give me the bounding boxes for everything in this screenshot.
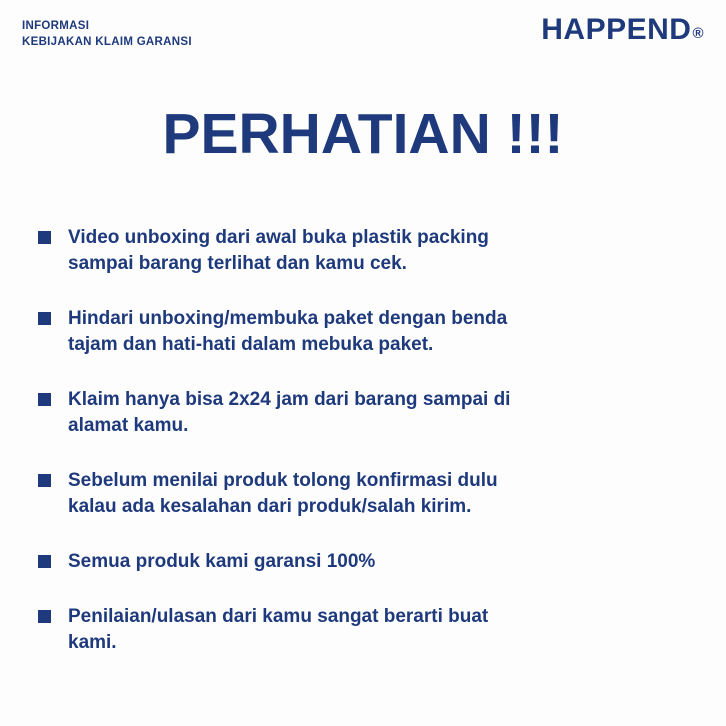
notice-item-text: Semua produk kami garansi 100% <box>68 551 376 572</box>
info-label: INFORMASI <box>22 20 90 32</box>
notice-item-text: Penilaian/ulasan dari kamu sangat berarti buat kami. <box>68 606 489 653</box>
square-bullet-icon <box>38 393 51 406</box>
notice-item-text: Sebelum menilai produk tolong konfirmasi dulu kalau ada kesalahan dari produk/salah kirim. <box>68 470 498 517</box>
notice-item <box>38 468 538 520</box>
notice-item <box>38 225 538 277</box>
square-bullet-icon <box>38 610 51 623</box>
notice-item-text: Hindari unboxing/membuka paket dengan benda tajam dan hati-hati dalam mebuka paket. <box>68 308 508 355</box>
registered-trademark-icon: ® <box>692 25 704 42</box>
brand-name: HAPPEND <box>541 13 692 46</box>
square-bullet-icon <box>38 231 51 244</box>
notice-item <box>38 306 538 358</box>
notice-item <box>38 549 538 575</box>
page-title: PERHATIAN !!! <box>162 102 564 166</box>
page-subtitle-block <box>22 18 192 50</box>
notice-item-text: Video unboxing dari awal buka plastik packing sampai barang terlihat dan kamu cek. <box>68 227 489 274</box>
notice-item <box>38 387 538 439</box>
square-bullet-icon <box>38 555 51 568</box>
notice-list <box>38 225 538 685</box>
brand-logo <box>541 13 704 47</box>
square-bullet-icon <box>38 474 51 487</box>
notice-item-text: Klaim hanya bisa 2x24 jam dari barang sampai di alamat kamu. <box>68 389 511 436</box>
square-bullet-icon <box>38 312 51 325</box>
policy-label: KEBIJAKAN KLAIM GARANSI <box>22 36 192 48</box>
notice-item <box>38 604 538 656</box>
